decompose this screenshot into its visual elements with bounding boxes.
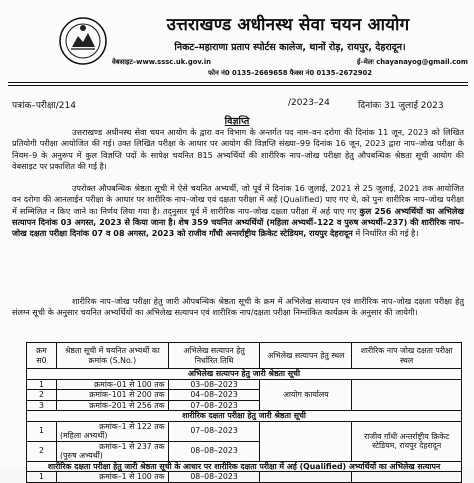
table-row (27, 379, 462, 390)
paragraph-2-tail: में निर्धारित की गई है। (355, 228, 419, 239)
header-phone: फोन नं0 0135–2669658 फैक्स नं0 0135–2672902 (208, 69, 372, 77)
col-header-verification-venue: अभिलेख सत्यापन हेतु स्थल (260, 343, 352, 369)
header-title: उत्तराखण्ड अधीनस्थ सेवा चयन आयोग (166, 15, 410, 35)
header-email: ई–मेलः chayanayog@gmail.com (357, 58, 468, 66)
row-serial: 2 (27, 441, 57, 461)
reference-year: /2023–24 (288, 98, 330, 108)
row-range: क्रमांक–201 से 256 तक (56, 400, 168, 411)
table-row (27, 472, 462, 483)
row-date: 07–08–2023 (168, 421, 260, 441)
row-range (56, 441, 168, 461)
header-divider (8, 82, 468, 83)
venue-empty (352, 379, 462, 411)
col-header-physical-venue: शारीरिक नाप जोख दक्षता परीक्षा स्थल (352, 343, 462, 369)
header-divider-thin (8, 85, 468, 86)
paragraph-3-text: शारीरिक नाप–जोख परीक्षा हेतु जारी औपबन्धिक श्रेष्ठता सूची के क्रम में अभिलेख सत्यापन एवं शारीरिक नाप–जोख दक्षता परीक्षा हेतु संलग्न सूची के अनुसार चयनित अभ्यर्थियों का अभिलेख सत्यापन एवं शारीरिक नाप/दक्षता परीक्षा निम्नांकित कार्यक्रम के अनुसार की जायेगी। (12, 296, 464, 318)
header-website: वेबसाइट–www.sssc.uk.gov.in (112, 58, 212, 66)
paragraph-3 (12, 296, 464, 319)
col-header-verification-date: अभिलेख सत्यापन हेतु निर्धारित तिथि (168, 343, 260, 369)
section-row (27, 411, 462, 422)
commission-seal-logo (58, 16, 108, 66)
paragraph-2 (12, 183, 464, 239)
header-contact-line (112, 57, 468, 66)
venue-empty (260, 421, 352, 461)
row-serial: 1 (27, 472, 57, 483)
reference-number: पत्रांक–परीक्षा/214 (12, 101, 76, 111)
paragraph-1-text: उत्तराखण्ड अधीनस्थ सेवा चयन आयोग के द्वारा वन विभाग के अन्तर्गत पद नाम–वन दरोगा की दिनांक 11 जून, 2023 को लिखित प्रतियोगी परीक्षा आयोजित की गई। उक्त लिखित परीक्षा के आधार पर आयोग की विज्ञप्ति संख्या–99 दिनांक 16 जून, 2023 द्वारा नाप–जोख परीक्षा के नियम–9 के अनुरूप में कुल विज्ञप्ति पदों के सापेक्ष चयनित 815 अभ्यर्थियों की शारीरिक नाप–जोख परीक्षा हेतु औपबन्धिक श्रेष्ठता सूची आयोग की वेबसाइट पर प्रकाशित की गई है। (12, 127, 464, 171)
venue-cricket-stadium: राजीव गाँधी अन्तर्राष्ट्रीय क्रिकेट स्टेडियम, रायपुर देहरादून (352, 421, 462, 461)
section-heading-physical: शारीरिक दक्षता परीक्षा हेतु जारी श्रेष्ठता सूची (27, 411, 462, 422)
col-header-merit-no: श्रेष्ठता सूची में चयनित अभ्यर्थी का क्रमांक (S.No.) (56, 343, 168, 369)
row-range (56, 421, 168, 441)
row-range: क्रमांक–01 से 100 तक (56, 379, 168, 390)
venue-empty (352, 472, 462, 483)
row-range-text: क्रमांक–1 से 122 तक (99, 421, 165, 431)
venue-commission-office: आयोग कार्यालय (260, 379, 352, 411)
row-range-text: क्रमांक–1 से 237 तक (99, 441, 165, 451)
col-header-serial: क्रम स0 (27, 343, 57, 369)
schedule-table (26, 342, 462, 483)
row-range-note: (पुरुष अभ्यर्थी) (59, 451, 103, 460)
row-date: 08–08–2023 (168, 441, 260, 461)
row-serial: 1 (27, 379, 57, 390)
row-date: 07–08–2023 (168, 400, 260, 411)
row-serial: 3 (27, 400, 57, 411)
row-date: 04–08–2023 (168, 390, 260, 401)
section-heading-qualified: शारीरिक दक्षता परीक्षा हेतु जारी श्रेष्ठता सूची के आधार पर शारीरिक दक्षता परीक्षा में अर्ह (Qualified) अभ्यर्थियों का अभिलेख सत्यापन (27, 461, 462, 472)
row-date: 03–08–2023 (168, 379, 260, 390)
paragraph-2-bold: कुल 256 अभ्यर्थियों का अभिलेख सत्यापन दिनांक 03 अगस्त, 2023 से किया जाना है। शेष 359 चयनित अभ्यर्थियों (महिला अभ्यर्थी–122 व पुरुष अभ्यर्थी–237) की शारीरिक नाप–जोख दक्षता परीक्षा दिनांक 07 व 08 अगस्त, 2023 को राजीव गाँधी अन्तर्राष्ट्रीय क्रिकेट स्टेडियम, रायपुर देहरादून (12, 205, 464, 239)
reference-date: दिनांकः 31 जुलाई 2023 (358, 101, 444, 111)
section-row (27, 369, 462, 380)
table-row (27, 421, 462, 441)
section-row (27, 461, 462, 472)
row-serial: 1 (27, 421, 57, 441)
header-address: निकट–महाराणा प्रताप स्पोर्टस कालेज, थानों रोड़, रायपुर, देहरादून। (174, 42, 406, 53)
row-date: 08–08–2023 (168, 472, 260, 483)
row-serial: 2 (27, 390, 57, 401)
paragraph-2-lead: उपरोक्त औपबन्धिक श्रेष्ठता सूची मे ऐसे चयनित अभ्यर्थी, जो पूर्व में दिनांक 16 जुलाई, 2021 से 25 जुलाई, 2021 तक आयोजित वन दरोगा की आनलाईन परीक्षा के आधार पर शारीरिक नाप–जोख एवं दक्षता परीक्षा में अर्ह (Qualified) पाए गए थे, को पुनः शारीरिक नाप–जोख परीक्षा में सम्मिलित न किए जाने का निर्णय लिया गया है। तद्नुसार पूर्व में शारीरिक नाप–जोख दक्षता परीक्षा में अर्ह पाए गए (12, 183, 464, 216)
notice-title: विज्ञप्ति (224, 116, 250, 127)
row-range: क्रमांक–1 से 100 तक (56, 472, 168, 483)
row-range-note: (महिला अभ्यर्थी) (59, 431, 108, 440)
table-header-row (27, 343, 462, 369)
row-range: क्रमांक–101 से 200 तक (56, 390, 168, 401)
section-heading-verification: अभिलेख सत्यापन हेतु जारी श्रेष्ठता सूची (27, 369, 462, 380)
venue-empty (260, 472, 352, 483)
paragraph-1 (12, 127, 464, 172)
